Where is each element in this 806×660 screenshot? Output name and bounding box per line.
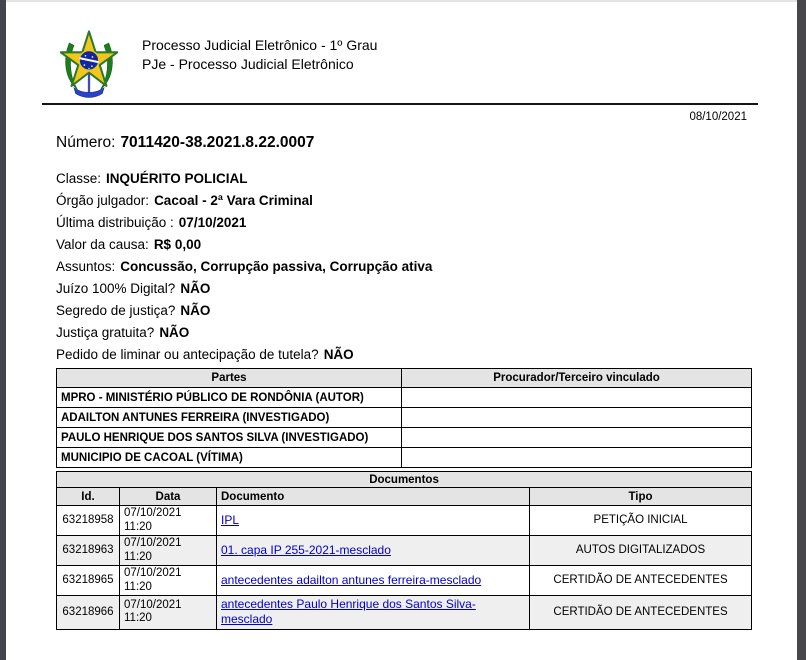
detail-classe: Classe: INQUÉRITO POLICIAL bbox=[56, 171, 248, 186]
app-title-line1: Processo Judicial Eletrônico - 1º Grau bbox=[142, 37, 378, 53]
document-header bbox=[0, 0, 797, 100]
procurador-col-header: Procurador/Terceiro vinculado bbox=[402, 369, 752, 388]
detail-valor-da-causa: Valor da causa: R$ 0,00 bbox=[56, 237, 202, 252]
parte-cell: PAULO HENRIQUE DOS SANTOS SILVA (INVESTIGADO) bbox=[57, 428, 402, 448]
table-row bbox=[57, 428, 752, 448]
table-row bbox=[57, 388, 752, 408]
detail-pedido-liminar: Pedido de liminar ou antecipação de tutela? NÃO bbox=[56, 347, 354, 362]
document-link[interactable]: antecedentes adailton antunes ferreira-mesclado bbox=[221, 572, 482, 587]
detail-assuntos: Assuntos: Concussão, Corrupção passiva, Corrupção ativa bbox=[56, 259, 433, 274]
process-number-value: 7011420-38.2021.8.22.0007 bbox=[120, 134, 315, 151]
parte-cell: MUNICIPIO DE CACOAL (VÍTIMA) bbox=[57, 448, 402, 468]
procurador-cell bbox=[402, 408, 752, 428]
process-number-line bbox=[56, 134, 797, 152]
process-details bbox=[56, 168, 797, 366]
doc-name-cell bbox=[217, 506, 530, 536]
documentos-title: Documentos bbox=[57, 472, 752, 488]
viewer-right-edge-bar bbox=[797, 0, 806, 660]
detail-justica-gratuita: Justiça gratuita? NÃO bbox=[56, 325, 190, 340]
table-row bbox=[57, 506, 752, 536]
partes-table bbox=[56, 368, 752, 468]
documentos-header-row bbox=[57, 488, 752, 506]
doc-date: 07/10/2021 11:20 bbox=[120, 506, 217, 536]
header-divider bbox=[42, 103, 758, 105]
doc-date: 07/10/2021 11:20 bbox=[120, 536, 217, 566]
partes-header-row bbox=[57, 369, 752, 388]
print-date: 08/10/2021 bbox=[689, 111, 747, 123]
process-number-label: Número: bbox=[56, 134, 116, 151]
table-row bbox=[57, 448, 752, 468]
detail-orgao-julgador: Órgão julgador: Cacoal - 2ª Vara Criminal bbox=[56, 193, 313, 208]
detail-ultima-distribuicao: Última distribuição : 07/10/2021 bbox=[56, 215, 247, 230]
parte-cell: MPRO - MINISTÉRIO PÚBLICO DE RONDÔNIA (AUTOR) bbox=[57, 388, 402, 408]
tipo-col-header: Tipo bbox=[530, 488, 752, 506]
doc-tipo: PETIÇÃO INICIAL bbox=[530, 506, 752, 536]
app-title bbox=[142, 29, 377, 74]
doc-id: 63218966 bbox=[57, 596, 120, 630]
table-row bbox=[57, 596, 752, 630]
app-title-line2: PJe - Processo Judicial Eletrônico bbox=[142, 56, 354, 72]
doc-tipo: AUTOS DIGITALIZADOS bbox=[530, 536, 752, 566]
partes-col-header: Partes bbox=[57, 369, 402, 388]
doc-id: 63218958 bbox=[57, 506, 120, 536]
detail-segredo-justica: Segredo de justiça? NÃO bbox=[56, 303, 211, 318]
id-col-header: Id. bbox=[57, 488, 120, 506]
table-row bbox=[57, 408, 752, 428]
doc-id: 63218965 bbox=[57, 566, 120, 596]
brazil-coat-of-arms-icon bbox=[60, 29, 118, 100]
detail-juizo-digital: Juízo 100% Digital? NÃO bbox=[56, 281, 211, 296]
doc-name-cell bbox=[217, 566, 530, 596]
parte-cell: ADAILTON ANTUNES FERREIRA (INVESTIGADO) bbox=[57, 408, 402, 428]
doc-tipo: CERTIDÃO DE ANTECEDENTES bbox=[530, 596, 752, 630]
document-link[interactable]: antecedentes Paulo Henrique dos Santos Silva-mesclado bbox=[221, 597, 476, 626]
table-row bbox=[57, 566, 752, 596]
table-row bbox=[57, 536, 752, 566]
procurador-cell bbox=[402, 448, 752, 468]
doc-tipo: CERTIDÃO DE ANTECEDENTES bbox=[530, 566, 752, 596]
data-col-header: Data bbox=[120, 488, 217, 506]
procurador-cell bbox=[402, 388, 752, 408]
procurador-cell bbox=[402, 428, 752, 448]
doc-name-cell bbox=[217, 536, 530, 566]
doc-name-cell bbox=[217, 596, 530, 630]
document-link[interactable]: IPL bbox=[221, 512, 240, 527]
doc-date: 07/10/2021 11:20 bbox=[120, 566, 217, 596]
doc-date: 07/10/2021 11:20 bbox=[120, 596, 217, 630]
document-link[interactable]: 01. capa IP 255-2021-mesclado bbox=[221, 542, 391, 557]
doc-id: 63218963 bbox=[57, 536, 120, 566]
documentos-title-row bbox=[57, 472, 752, 488]
documento-col-header: Documento bbox=[217, 488, 530, 506]
documentos-table bbox=[56, 471, 752, 630]
